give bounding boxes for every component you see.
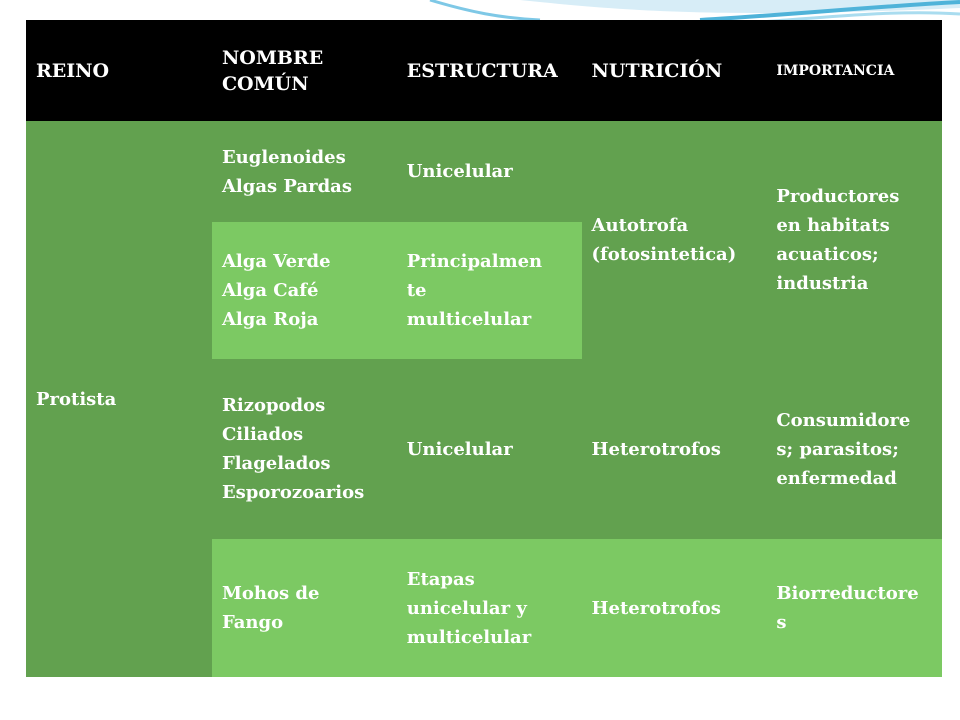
cell-estructura: Unicelular — [397, 121, 582, 222]
header-row — [26, 20, 942, 121]
cell-reino: Protista — [26, 121, 212, 677]
cell-importancia: Consumidore s; parasitos; enfermedad — [766, 359, 942, 539]
cell-nutricion: Heterotrofos — [582, 539, 767, 677]
cell-nutricion: Heterotrofos — [582, 359, 767, 539]
protista-table — [26, 20, 942, 677]
cell-nombre-comun: Alga Verde Alga Café Alga Roja — [212, 222, 397, 359]
cell-nombre-comun: Mohos de Fango — [212, 539, 397, 677]
header-nombre-comun: NOMBRE COMÚN — [212, 20, 397, 121]
cell-importancia: Biorreductore s — [766, 539, 942, 677]
cell-estructura: Etapas unicelular y multicelular — [397, 539, 582, 677]
table-row — [26, 121, 942, 222]
cell-estructura: Principalmen te multicelular — [397, 222, 582, 359]
cell-nutricion-merged: Autotrofa (fotosintetica) — [582, 121, 767, 359]
header-importancia: IMPORTANCIA — [766, 20, 942, 121]
protista-table-container — [26, 20, 942, 677]
cell-estructura: Unicelular — [397, 359, 582, 539]
header-reino: REINO — [26, 20, 212, 121]
header-nutricion: NUTRICIÓN — [582, 20, 767, 121]
cell-importancia-merged: Productores en habitats acuaticos; industria — [766, 121, 942, 359]
cell-nombre-comun: Euglenoides Algas Pardas — [212, 121, 397, 222]
cell-nombre-comun: Rizopodos Ciliados Flagelados Esporozoarios — [212, 359, 397, 539]
header-estructura: ESTRUCTURA — [397, 20, 582, 121]
